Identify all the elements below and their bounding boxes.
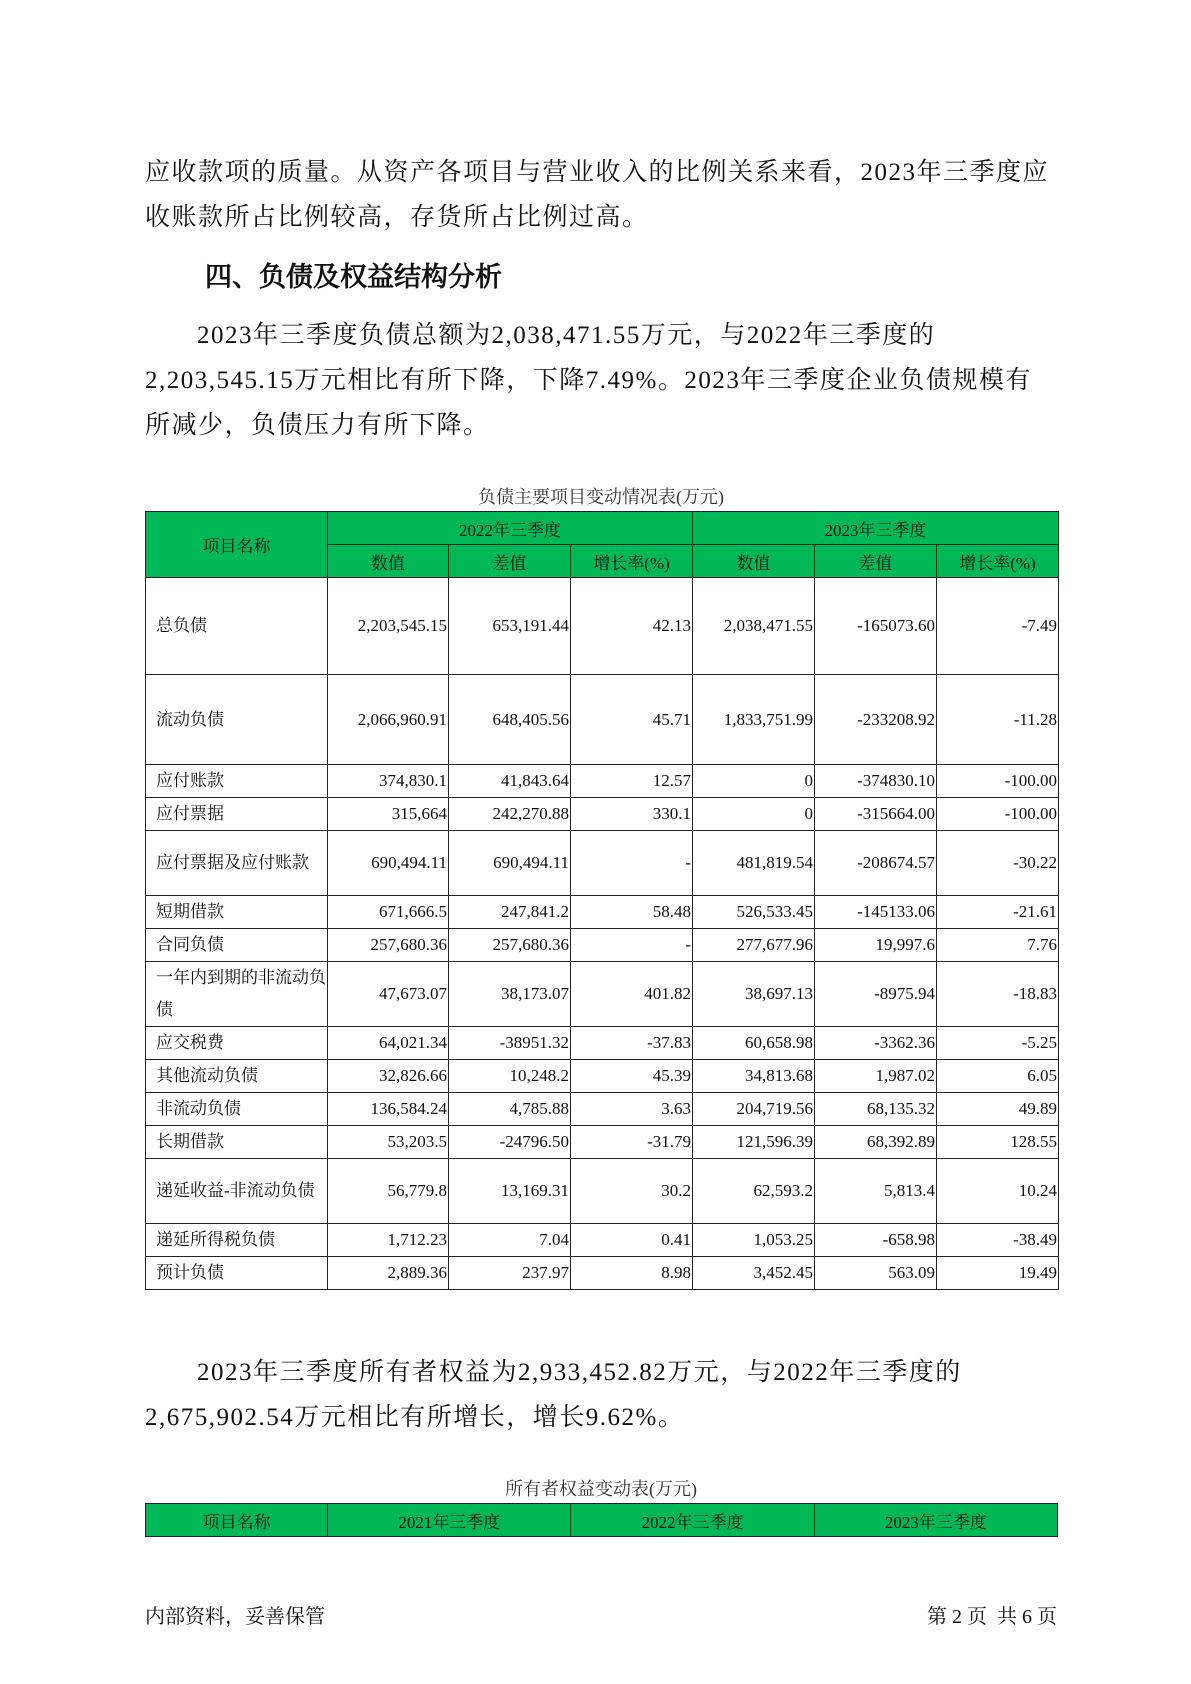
row-value: -37.83: [571, 1027, 693, 1060]
row-value: 481,819.54: [693, 831, 815, 896]
row-item-name: 短期借款: [146, 896, 328, 929]
row-value: 68,135.32: [815, 1093, 937, 1126]
row-value: 42.13: [571, 578, 693, 675]
row-value: 690,494.11: [449, 831, 571, 896]
equity-header-item-name: 项目名称: [146, 1504, 328, 1537]
row-value: 671,666.5: [328, 896, 449, 929]
row-value: 41,843.64: [449, 765, 571, 798]
row-value: 1,712.23: [328, 1224, 449, 1257]
table-row: [146, 798, 1059, 831]
row-item-name: 合同负债: [146, 929, 328, 962]
intro-paragraph: 应收款项的质量。从资产各项目与营业收入的比例关系来看，2023年三季度应收账款所占比例较高，存货所占比例过高。: [145, 159, 1050, 231]
row-value: -: [571, 929, 693, 962]
row-value: 64,021.34: [328, 1027, 449, 1060]
row-value: 60,658.98: [693, 1027, 815, 1060]
row-value: -38.49: [937, 1224, 1059, 1257]
row-value: -145133.06: [815, 896, 937, 929]
table-row: [146, 896, 1059, 929]
row-value: -30.22: [937, 831, 1059, 896]
row-value: 2,203,545.15: [328, 578, 449, 675]
table-row: [146, 1224, 1059, 1257]
equity-paragraph: 2023年三季度所有者权益为2,933,452.82万元，与2022年三季度的2,675,902.54万元相比有所增长，增长9.62%。: [145, 1359, 962, 1431]
table-row: [146, 675, 1059, 765]
row-value: 32,826.66: [328, 1060, 449, 1093]
row-item-name: 递延收益-非流动负债: [146, 1159, 328, 1224]
row-item-name: 应交税费: [146, 1027, 328, 1060]
row-item-name: 应付票据及应付账款: [146, 831, 328, 896]
section-heading: 四、负债及权益结构分析: [205, 262, 502, 293]
row-value: 690,494.11: [328, 831, 449, 896]
row-value: -7.49: [937, 578, 1059, 675]
subheader-3: 数值: [693, 545, 815, 578]
row-value: 62,593.2: [693, 1159, 815, 1224]
header-item-name: 项目名称: [146, 512, 328, 578]
row-item-name: 一年内到期的非流动负债: [146, 962, 328, 1027]
row-value: -8975.94: [815, 962, 937, 1027]
row-value: 68,392.89: [815, 1126, 937, 1159]
subheader-1: 差值: [449, 545, 571, 578]
row-value: 277,677.96: [693, 929, 815, 962]
row-value: 53,203.5: [328, 1126, 449, 1159]
row-value: 58.48: [571, 896, 693, 929]
row-value: 1,053.25: [693, 1224, 815, 1257]
table-row: [146, 1060, 1059, 1093]
table-row: [146, 1126, 1059, 1159]
row-value: 38,697.13: [693, 962, 815, 1027]
equity-header-2023: 2023年三季度: [814, 1504, 1057, 1537]
row-value: -208674.57: [815, 831, 937, 896]
row-value: 49.89: [937, 1093, 1059, 1126]
row-value: 6.05: [937, 1060, 1059, 1093]
row-value: 0: [693, 765, 815, 798]
row-value: -: [571, 831, 693, 896]
equity-header-2021: 2021年三季度: [328, 1504, 571, 1537]
row-item-name: 非流动负债: [146, 1093, 328, 1126]
row-value: 34,813.68: [693, 1060, 815, 1093]
row-value: 247,841.2: [449, 896, 571, 929]
row-item-name: 长期借款: [146, 1126, 328, 1159]
row-value: 7.76: [937, 929, 1059, 962]
row-value: -233208.92: [815, 675, 937, 765]
row-item-name: 应付账款: [146, 765, 328, 798]
row-value: 1,987.02: [815, 1060, 937, 1093]
row-value: 128.55: [937, 1126, 1059, 1159]
subheader-0: 数值: [328, 545, 449, 578]
row-value: 4,785.88: [449, 1093, 571, 1126]
row-value: 13,169.31: [449, 1159, 571, 1224]
row-value: -24796.50: [449, 1126, 571, 1159]
liability-table: [145, 511, 1059, 1290]
table-row: [146, 1159, 1059, 1224]
row-value: 2,038,471.55: [693, 578, 815, 675]
row-value: 5,813.4: [815, 1159, 937, 1224]
row-value: -21.61: [937, 896, 1059, 929]
row-value: 8.98: [571, 1257, 693, 1290]
row-value: 563.09: [815, 1257, 937, 1290]
row-value: 45.71: [571, 675, 693, 765]
row-item-name: 预计负债: [146, 1257, 328, 1290]
row-value: 2,066,960.91: [328, 675, 449, 765]
equity-table-caption: 所有者权益变动表(万元): [505, 1479, 697, 1499]
table-row: [146, 929, 1059, 962]
row-value: 19.49: [937, 1257, 1059, 1290]
row-value: 374,830.1: [328, 765, 449, 798]
row-value: 7.04: [449, 1224, 571, 1257]
table-row: [146, 578, 1059, 675]
table-row: [146, 1257, 1059, 1290]
row-value: 136,584.24: [328, 1093, 449, 1126]
row-item-name: 流动负债: [146, 675, 328, 765]
subheader-2: 增长率(%): [571, 545, 693, 578]
row-value: 2,889.36: [328, 1257, 449, 1290]
footer-confidential-note: 内部资料，妥善保管: [145, 1606, 325, 1628]
table-row: [146, 765, 1059, 798]
equity-table: [145, 1503, 1058, 1537]
footer-page-number: 第 2 页 共 6 页: [927, 1606, 1057, 1628]
row-value: 237.97: [449, 1257, 571, 1290]
row-value: 45.39: [571, 1060, 693, 1093]
row-value: -100.00: [937, 765, 1059, 798]
row-value: 30.2: [571, 1159, 693, 1224]
row-value: -165073.60: [815, 578, 937, 675]
row-item-name: 其他流动负债: [146, 1060, 328, 1093]
row-value: -315664.00: [815, 798, 937, 831]
row-value: -31.79: [571, 1126, 693, 1159]
liability-paragraph: 2023年三季度负债总额为2,038,471.55万元，与2022年三季度的2,203,545.15万元相比有所下降，下降7.49%。2023年三季度企业负债规模有所减少，负债压力有所下降。: [145, 322, 1032, 439]
row-value: 38,173.07: [449, 962, 571, 1027]
row-value: 330.1: [571, 798, 693, 831]
row-value: 526,533.45: [693, 896, 815, 929]
row-value: 653,191.44: [449, 578, 571, 675]
row-item-name: 递延所得税负债: [146, 1224, 328, 1257]
row-value: -3362.36: [815, 1027, 937, 1060]
table-row: [146, 831, 1059, 896]
table-row: [146, 1027, 1059, 1060]
row-item-name: 应付票据: [146, 798, 328, 831]
row-value: 204,719.56: [693, 1093, 815, 1126]
row-value: 10,248.2: [449, 1060, 571, 1093]
equity-header-2022: 2022年三季度: [571, 1504, 814, 1537]
row-value: -658.98: [815, 1224, 937, 1257]
row-value: -100.00: [937, 798, 1059, 831]
row-value: -38951.32: [449, 1027, 571, 1060]
row-value: -11.28: [937, 675, 1059, 765]
row-value: -5.25: [937, 1027, 1059, 1060]
row-value: -18.83: [937, 962, 1059, 1027]
row-value: -374830.10: [815, 765, 937, 798]
row-value: 0.41: [571, 1224, 693, 1257]
row-value: 648,405.56: [449, 675, 571, 765]
row-value: 3,452.45: [693, 1257, 815, 1290]
row-value: 1,833,751.99: [693, 675, 815, 765]
row-value: 12.57: [571, 765, 693, 798]
row-value: 257,680.36: [449, 929, 571, 962]
row-value: 19,997.6: [815, 929, 937, 962]
row-value: 257,680.36: [328, 929, 449, 962]
table-row: [146, 1093, 1059, 1126]
row-value: 56,779.8: [328, 1159, 449, 1224]
row-value: 121,596.39: [693, 1126, 815, 1159]
subheader-5: 增长率(%): [937, 545, 1059, 578]
liability-table-caption: 负债主要项目变动情况表(万元): [478, 487, 724, 507]
row-value: 315,664: [328, 798, 449, 831]
row-value: 0: [693, 798, 815, 831]
row-value: 10.24: [937, 1159, 1059, 1224]
header-period-2023: 2023年三季度: [693, 512, 1059, 545]
subheader-4: 差值: [815, 545, 937, 578]
header-period-2022: 2022年三季度: [328, 512, 693, 545]
table-row: [146, 962, 1059, 1027]
row-value: 47,673.07: [328, 962, 449, 1027]
row-value: 3.63: [571, 1093, 693, 1126]
row-value: 401.82: [571, 962, 693, 1027]
row-item-name: 总负债: [146, 578, 328, 675]
row-value: 242,270.88: [449, 798, 571, 831]
